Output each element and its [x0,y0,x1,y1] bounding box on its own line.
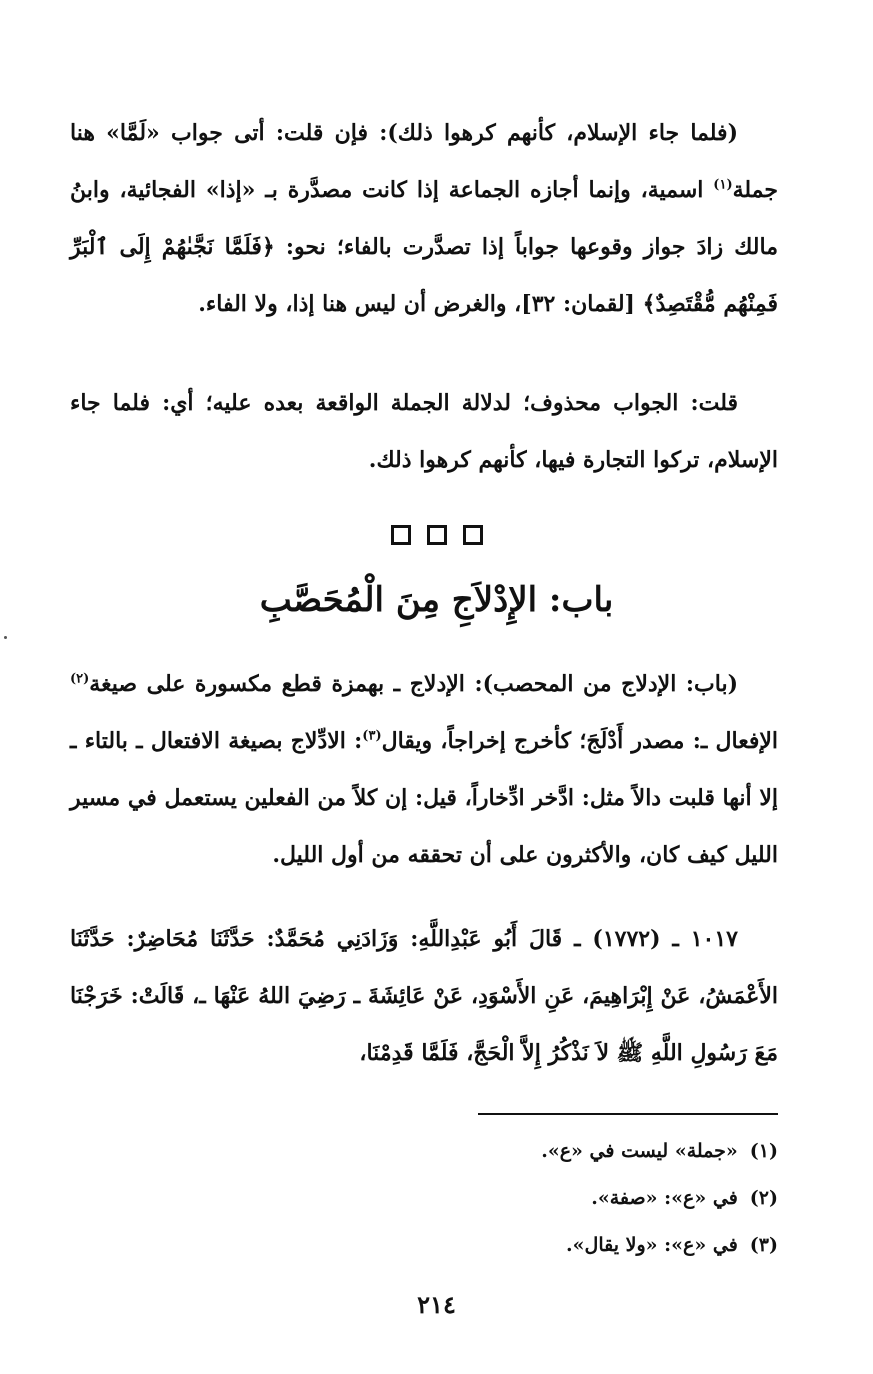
footnotes-section [95,1128,778,1269]
footnote-item [95,1222,778,1269]
separator-square-icon [391,525,411,545]
paragraph-text: ١٠١٧ ـ (١٧٧٢) ـ قَالَ أَبُو عَبْدِاللَّهِ: وَزَادَنِي مُحَمَّدٌ: حَدَّثَنَا مُحَاضِرٌ: حَدَّثَنَا الأَعْمَشُ، عَنْ إِبْرَاهِيمَ، عَنِ الأَسْوَدِ، عَنْ عَائِشَةَ ـ رَضِيَ اللهُ عَنْهَا ـ، قَالَتْ: خَرَجْنَا مَعَ رَسُولِ اللَّهِ ﷺ لاَ نَذْكُرُ إِلاَّ الْحَجَّ، فَلَمَّا قَدِمْنَا، [70,926,778,1066]
chapter-title: باب: الإِدْلاَجِ مِنَ الْمُحَصَّبِ [259,580,614,620]
footnote-ref: (٣) [362,728,382,744]
separator-square-icon [463,525,483,545]
footnote-number: (٣) [749,1234,778,1256]
paragraph-text: قلت: الجواب محذوف؛ لدلالة الجملة الواقعة بعده عليه؛ أي: فلما جاء الإسلام، تركوا التجارة فيها، كأنهم كرهوا ذلك. [70,390,778,473]
footnote-number: (٢) [749,1187,778,1209]
footnote-text: في «ع»: «صفة». [591,1187,738,1209]
paragraph-text: الإفعال ـ: مصدر أَدْلَجَ؛ كأخرج إخراجاً، ويقال [381,728,779,754]
page-number: ٢١٤ [417,1290,456,1319]
paragraph-hadith [70,911,778,1082]
footnote-number: (١) [749,1140,778,1162]
paragraph-text: (باب: الإدلاج من المحصب): الإدلاج ـ بهمزة قطع مكسورة على صيغة [89,671,738,697]
margin-speck [4,636,7,639]
separator-square-icon [427,525,447,545]
paragraph-commentary-1 [70,105,778,333]
footnote-item [95,1128,778,1175]
section-separator [0,525,873,549]
paragraph-text: اسمية، وإنما أجازه الجماعة إذا كانت مصدَّرة بـ «إذا» الفجائية، وابنُ مالك زادَ جواز وقوعها جواباً إذا تصدَّرت بالفاء؛ نحو: ﴿فَلَمَّا نَجَّىٰهُمْ إِلَى ٱلْبَرِّ فَمِنْهُم مُّقْتَصِدٌ﴾ [لقمان: ٣٢]، والغرض أن ليس هنا إذا، ولا الفاء. [70,177,778,317]
paragraph-commentary-2 [70,375,778,489]
footnote-ref: (١) [713,177,733,193]
footnote-text: «جملة» ليست في «ع». [541,1140,738,1162]
footnote-item [95,1175,778,1222]
paragraph-text: : الادِّلاج بصيغة الافتعال ـ بالتاء ـ إلا أنها قلبت دالاً مثل: ادَّخر ادِّخاراً، قيل: إن كلاً من الفعلين يستعمل في مسير الليل كيف كان، والأكثرون على أن تحققه من أول الليل. [70,728,778,868]
paragraph-text: (فلما جاء الإسلام، كأنهم كرهوا ذلك): فإن قلت: أتى جواب «لَمَّا» هنا جملة [70,120,778,203]
footnote-text: في «ع»: «ولا يقال». [566,1234,738,1256]
footnote-ref: (٢) [70,671,90,687]
footnote-divider [478,1113,778,1115]
paragraph-commentary-3 [70,656,778,884]
